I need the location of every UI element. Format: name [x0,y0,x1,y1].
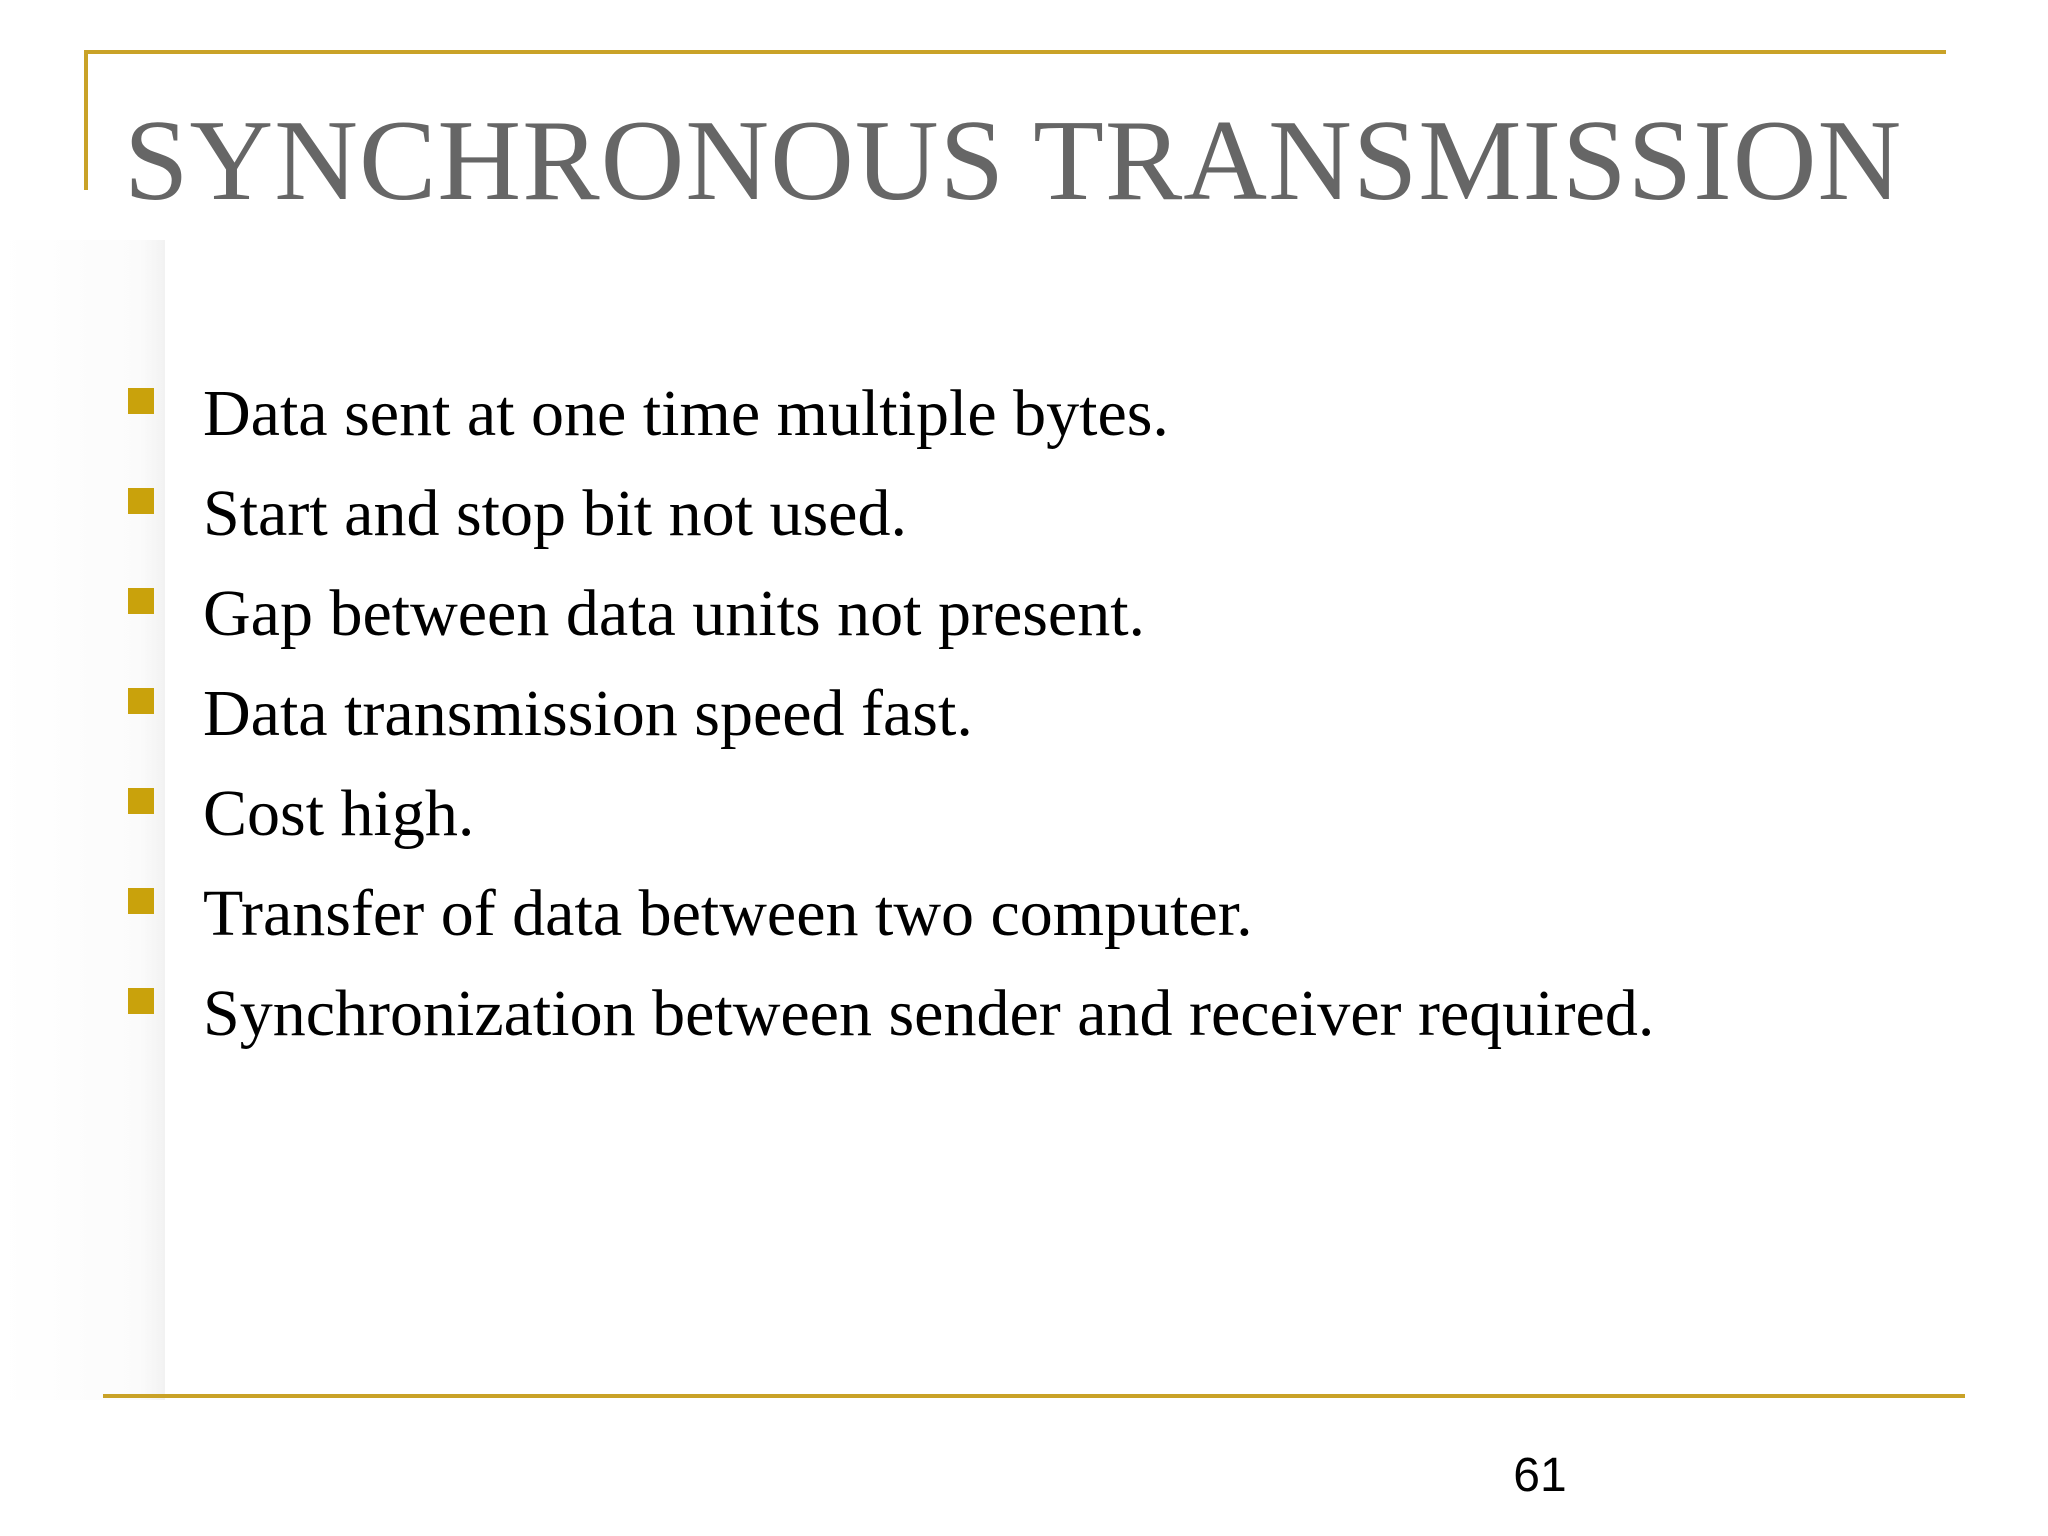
bullet-text: Cost high. [203,777,475,850]
bullet-text: Gap between data units not present. [203,577,1146,650]
bullet-text: Synchronization between sender and receiver required. [203,977,1655,1050]
bullet-list [124,374,1904,1074]
bullet-item [124,874,1904,974]
bullet-text: Data sent at one time multiple bytes. [203,377,1169,450]
bullet-text: Transfer of data between two computer. [203,877,1253,950]
square-bullet-icon [128,488,154,514]
square-bullet-icon [128,688,154,714]
bullet-item [124,474,1904,574]
bottom-frame-rule [103,1394,1965,1398]
bullet-item [124,674,1904,774]
bullet-item [124,774,1904,874]
bullet-item [124,374,1904,474]
page-number: 61 [1513,1449,1567,1502]
square-bullet-icon [128,588,154,614]
bullet-text: Start and stop bit not used. [203,477,907,550]
square-bullet-icon [128,988,154,1014]
square-bullet-icon [128,388,154,414]
square-bullet-icon [128,888,154,914]
left-frame-rule [84,50,88,190]
bullet-item [124,974,1904,1074]
top-frame-rule [84,50,1946,54]
square-bullet-icon [128,788,154,814]
slide-title: SYNCHRONOUS TRANSMISSION [124,97,1903,225]
bullet-item [124,574,1904,674]
bullet-text: Data transmission speed fast. [203,677,973,750]
